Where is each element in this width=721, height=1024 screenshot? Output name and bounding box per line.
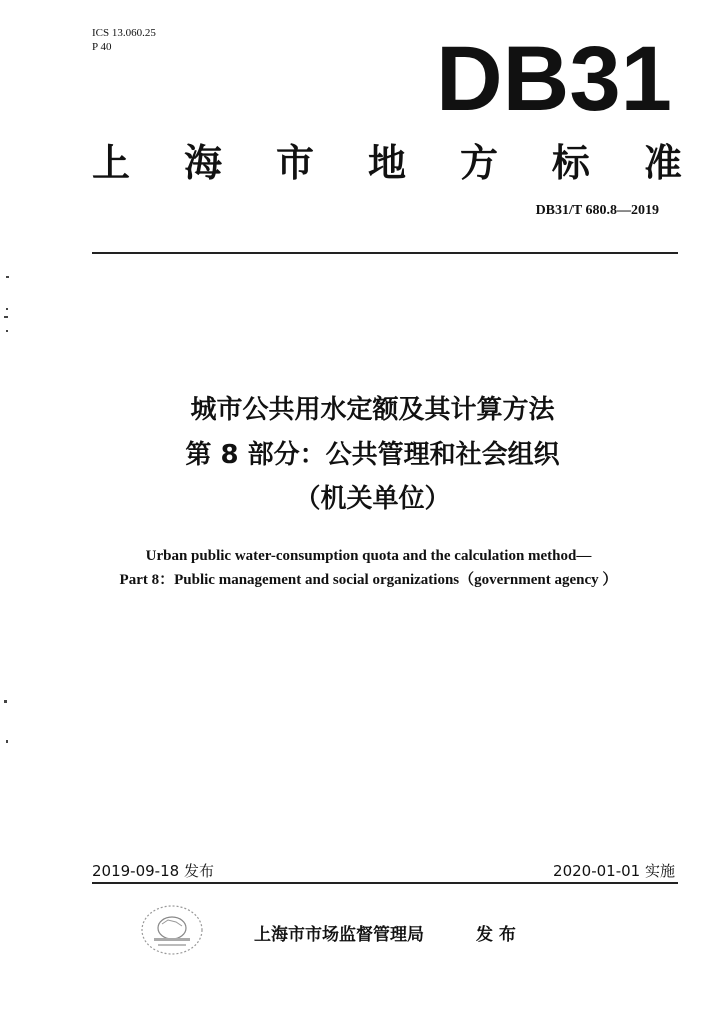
implementation-date: 2020-01-01 实施 [553,862,675,880]
bottom-divider [92,882,678,884]
title-char: 市 [275,141,314,185]
chinese-title-line-3: （机关单位） [294,484,451,514]
issuing-authority: 上海市市场监督管理局 [254,925,424,945]
title-char: 海 [183,141,222,185]
chinese-title-line-2: 第 8 部分：公共管理和社会组织 [185,440,560,470]
title-char: 地 [367,141,406,185]
top-divider [92,252,678,254]
scan-artifact [6,308,8,310]
title-char: 上 [92,141,131,185]
publish-label: 发 布 [476,925,516,945]
db31-logo [434,34,674,116]
standard-number: DB31/T 680.8—2019 [535,203,659,218]
title-char: 方 [459,141,498,185]
official-seal-icon [136,900,208,960]
scan-artifact [4,700,7,703]
issue-date: 2019-09-18 发布 [92,862,214,880]
english-title-line-2: Part 8：Public management and social organizations（government agency ） [119,572,618,588]
title-char: 标 [551,141,590,185]
scan-artifact [6,276,9,278]
title-char: 准 [643,141,682,185]
ics-number: ICS 13.060.25 [92,27,156,39]
classification-code: P 40 [92,41,112,53]
chinese-title-line-1: 城市公共用水定额及其计算方法 [190,395,555,425]
scan-artifact [6,740,8,743]
svg-text:DB31: DB31 [436,34,672,116]
ics-code [92,26,156,54]
scan-artifact [6,330,8,332]
scan-artifact [4,316,8,318]
english-title-line-1: Urban public water-consumption quota and the calculation method— [145,548,592,564]
standard-category-title [92,132,682,187]
